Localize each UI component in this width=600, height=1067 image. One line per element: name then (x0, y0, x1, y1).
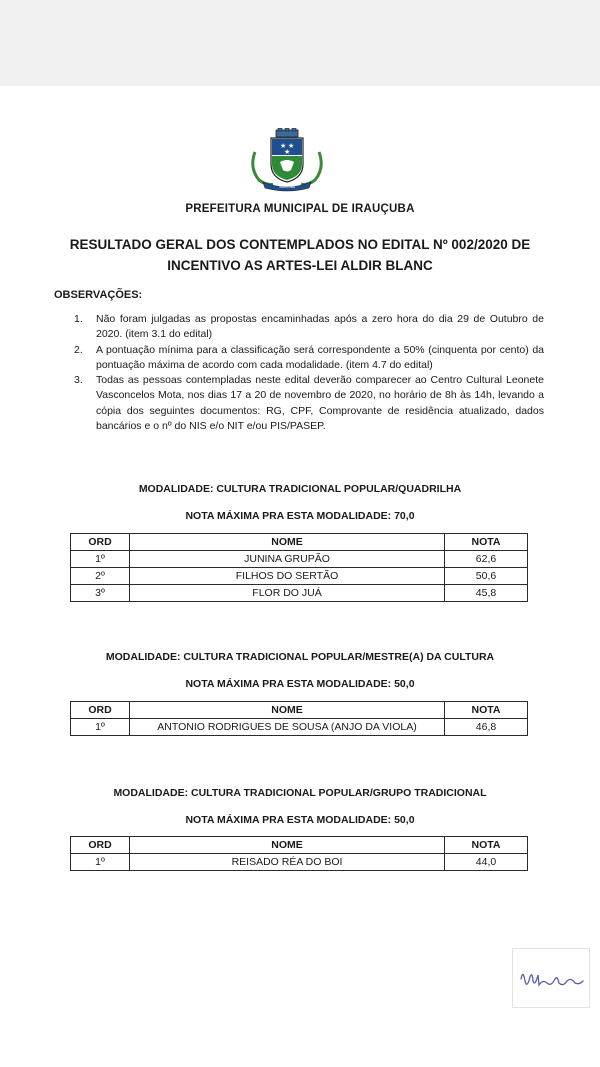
svg-text:IRAUÇUBA: IRAUÇUBA (278, 185, 296, 189)
cell-nota: 45,8 (445, 585, 528, 602)
organization-name: PREFEITURA MUNICIPAL DE IRAUÇUBA (185, 203, 415, 215)
modality-section-quadrilha (0, 483, 600, 522)
observation-text: Todas as pessoas contempladas neste edital deverão comparecer ao Centro Cultural Leonete Vasconcelos Mota, nos dias 17 a 20 de novembro de 2020, no horário de 8h às 14h, levando a cópia dos seguintes documentos: RG, CPF, Comprovante de residência atualizado, dados bancários e o nº do NIS e/o NIT e/ou PIS/PASEP. (96, 374, 544, 433)
modality-title: MODALIDADE: CULTURA TRADICIONAL POPULAR/QUADRILHA (138, 483, 462, 495)
table-row (71, 585, 528, 602)
cell-nota: 46,8 (445, 719, 528, 736)
header-ord: ORD (71, 702, 130, 719)
header-nota: NOTA (445, 702, 528, 719)
observation-number: 1. (74, 313, 83, 325)
handwritten-signature-icon (512, 948, 590, 1008)
cell-nota: 62,6 (445, 551, 528, 568)
header-nota: NOTA (445, 837, 528, 854)
modality-title: MODALIDADE: CULTURA TRADICIONAL POPULAR/GRUPO TRADICIONAL (113, 787, 487, 799)
cell-nome: FILHOS DO SERTÃO (130, 568, 445, 585)
cell-ord: 2º (71, 568, 130, 585)
svg-text:★: ★ (288, 142, 295, 150)
max-note: NOTA MÁXIMA PRA ESTA MODALIDADE: 50,0 (185, 678, 415, 690)
cell-nome: FLOR DO JUÁ (130, 585, 445, 602)
cell-nome: REISADO RÉA DO BOI (130, 854, 445, 871)
header-ord: ORD (71, 534, 130, 551)
observation-item (60, 343, 544, 374)
table-row (71, 551, 528, 568)
results-table-mestre (70, 701, 528, 736)
cell-ord: 1º (71, 854, 130, 871)
results-table-grupo (70, 836, 528, 871)
observation-item (60, 312, 544, 343)
cell-ord: 1º (71, 719, 130, 736)
table-row (71, 719, 528, 736)
municipal-crest-icon (249, 128, 325, 192)
observation-text: A pontuação mínima para a classificação será correspondente a 50% (cinquenta por cento) da pontuação máxima de acordo com cada modalidade. (item 4.7 do edital) (96, 343, 544, 371)
header-nome: NOME (130, 837, 445, 854)
header-nome: NOME (130, 534, 445, 551)
observations-label: OBSERVAÇÕES: (54, 289, 143, 301)
header-nome: NOME (130, 702, 445, 719)
svg-text:★: ★ (284, 148, 291, 156)
document-title (40, 234, 560, 276)
header-ord: ORD (71, 837, 130, 854)
cell-ord: 1º (71, 551, 130, 568)
max-note: NOTA MÁXIMA PRA ESTA MODALIDADE: 50,0 (185, 814, 415, 826)
observation-number: 2. (74, 343, 83, 356)
title-line-1: RESULTADO GERAL DOS CONTEMPLADOS NO EDITAL Nº 002/2020 DE (69, 237, 531, 252)
table-row (71, 854, 528, 871)
table-header-row (71, 702, 528, 719)
observation-item (60, 373, 544, 434)
cell-nota: 50,6 (445, 568, 528, 585)
cell-nome: ANTONIO RODRIGUES DE SOUSA (ANJO DA VIOLA) (130, 719, 445, 736)
table-header-row (71, 837, 528, 854)
title-line-2: INCENTIVO AS ARTES-LEI ALDIR BLANC (167, 258, 433, 273)
modality-title: MODALIDADE: CULTURA TRADICIONAL POPULAR/MESTRE(A) DA CULTURA (105, 651, 495, 663)
cell-nome: JUNINA GRUPÃO (130, 551, 445, 568)
observations-list (60, 312, 544, 434)
observation-text: Não foram julgadas as propostas encaminhadas após a zero hora do dia 29 de Outubro de 2020. (item 3.1 do edital) (96, 313, 544, 341)
table-row (71, 568, 528, 585)
cell-nota: 44,0 (445, 854, 528, 871)
header-nota: NOTA (445, 534, 528, 551)
results-table-quadrilha (70, 533, 528, 602)
cell-ord: 3º (71, 585, 130, 602)
document-page (0, 86, 600, 1067)
max-note: NOTA MÁXIMA PRA ESTA MODALIDADE: 70,0 (185, 510, 415, 522)
table-header-row (71, 534, 528, 551)
top-gap (0, 0, 600, 86)
modality-section-mestre (0, 651, 600, 690)
svg-text:★: ★ (280, 142, 287, 150)
observation-number: 3. (74, 374, 83, 387)
modality-section-grupo (0, 787, 600, 826)
